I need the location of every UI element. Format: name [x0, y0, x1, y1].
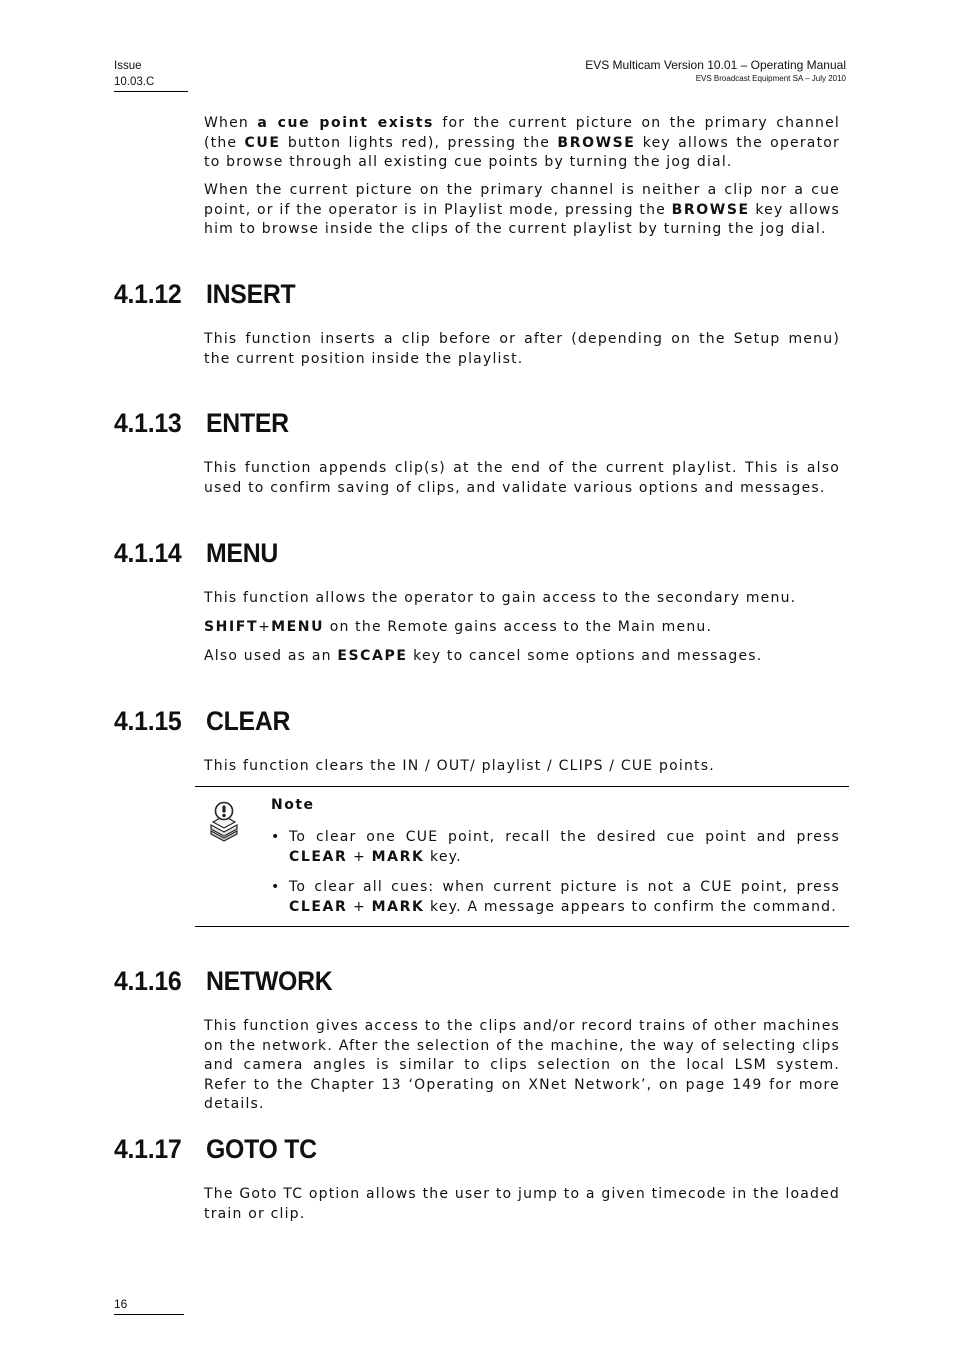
- header-manual: [585, 58, 846, 85]
- section-heading-goto-tc: 4.1.17 GOTO TC: [114, 1134, 317, 1164]
- enter-paragraph: This function appends clip(s) at the end of the current playlist. This is also used to confirm saving of clips, and validate various options and messages.: [204, 460, 840, 496]
- clear-paragraph: This function clears the IN / OUT/ playlist / CLIPS / CUE points.: [204, 758, 715, 774]
- note-bullet-1: • To clear one CUE point, recall the desired cue point and press CLEAR + MARK key.: [271, 829, 840, 865]
- page-number: 16: [114, 1296, 184, 1315]
- header-issue: [114, 58, 188, 92]
- goto-tc-paragraph: The Goto TC option allows the user to jump to a given timecode in the loaded train or clip.: [204, 1186, 840, 1222]
- intro-paragraph-2: When the current picture on the primary channel is neither a clip nor a cue point, or if the operator is in Playlist mode, pressing the BROWSE key allows him to browse inside the clips of the current playlist by turning the jog dial.: [204, 182, 840, 237]
- company-line: EVS Broadcast Equipment SA – July 2010: [695, 74, 846, 83]
- section-heading-enter: 4.1.13 ENTER: [114, 408, 289, 438]
- menu-paragraph-1: This function allows the operator to gain access to the secondary menu.: [204, 590, 797, 606]
- menu-paragraph-2: SHIFT+MENU on the Remote gains access to the Main menu.: [204, 619, 713, 635]
- network-paragraph: This function gives access to the clips and/or record trains of other machines on the network. After the selection of the machine, the way of selecting clips and camera angles is similar to clips selection on the local LSM system. Refer to the Chapter 13 ‘Operating on XNet Network’, on page 149 for more details.: [204, 1018, 840, 1112]
- section-heading-network: 4.1.16 NETWORK: [114, 966, 333, 996]
- intro-paragraph-1: When a cue point exists for the current picture on the primary channel (the CUE button lights red), pressing the BROWSE key allows the operator to browse through all existing cue points by turning the jog dial.: [204, 115, 841, 170]
- bullet-dot-icon: •: [271, 879, 281, 895]
- bullet-dot-icon: •: [271, 829, 281, 845]
- warning-note-icon: [207, 801, 241, 843]
- issue-label: Issue: [114, 60, 142, 72]
- manual-title: EVS Multicam Version 10.01 – Operating Manual: [585, 58, 846, 72]
- note-title: Note: [271, 797, 315, 813]
- note-bullet-2: • To clear all cues: when current picture is not a CUE point, press CLEAR + MARK key. A message appears to confirm the command.: [271, 879, 840, 915]
- insert-paragraph: This function inserts a clip before or after (depending on the Setup menu) the current position inside the playlist.: [204, 331, 840, 367]
- issue-number: 10.03.C: [114, 76, 155, 88]
- section-heading-menu: 4.1.14 MENU: [114, 538, 279, 568]
- note-box: [195, 786, 849, 927]
- menu-paragraph-3: Also used as an ESCAPE key to cancel some options and messages.: [204, 648, 763, 664]
- section-heading-clear: 4.1.15 CLEAR: [114, 706, 291, 736]
- section-heading-insert: 4.1.12 INSERT: [114, 279, 296, 309]
